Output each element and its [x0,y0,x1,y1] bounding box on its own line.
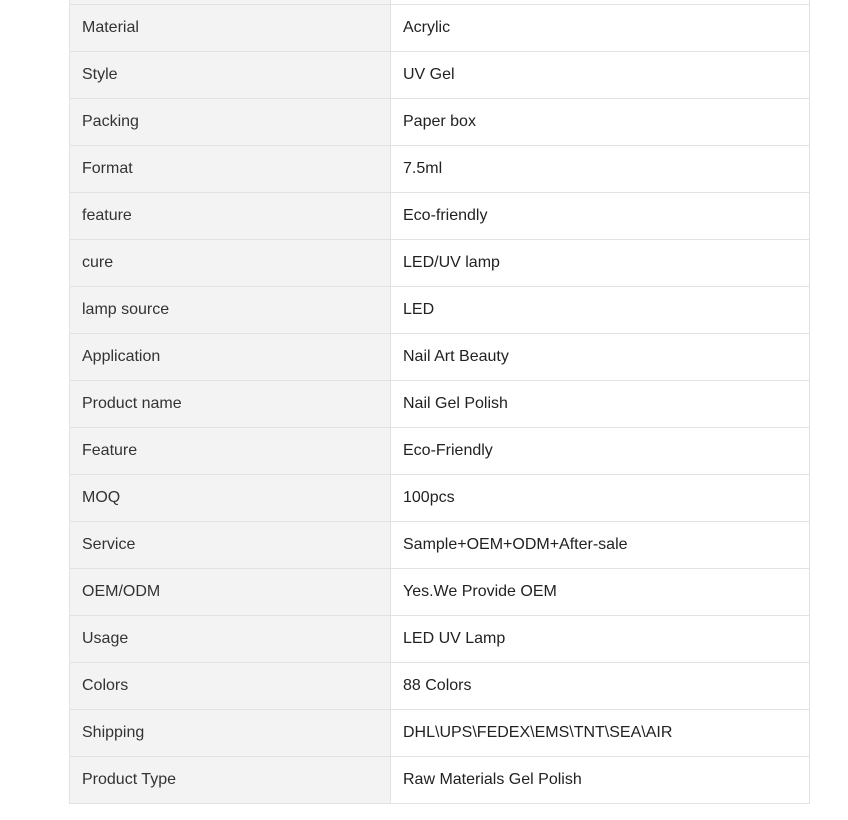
spec-value: Sample+OEM+ODM+After-sale [391,522,810,569]
spec-key: feature [70,193,391,240]
spec-key: Shipping [70,710,391,757]
table-row [70,5,810,52]
table-row [70,428,810,475]
table-row [70,710,810,757]
table-row [70,757,810,804]
table-row [70,146,810,193]
spec-value: 7.5ml [391,146,810,193]
table-row [70,287,810,334]
table-row [70,99,810,146]
spec-value: 100pcs [391,475,810,522]
spec-value: DHL\UPS\FEDEX\EMS\TNT\SEA\AIR [391,710,810,757]
spec-key: Application [70,334,391,381]
table-row [70,193,810,240]
spec-value: Nail Art Beauty [391,334,810,381]
spec-key: Product Type [70,757,391,804]
spec-key: Style [70,52,391,99]
spec-value: Eco-friendly [391,193,810,240]
spec-value: Eco-Friendly [391,428,810,475]
spec-key: Packing [70,99,391,146]
spec-key: Material [70,5,391,52]
spec-key: Format [70,146,391,193]
spec-key: cure [70,240,391,287]
spec-value: Acrylic [391,5,810,52]
spec-key: Product name [70,381,391,428]
table-row [70,569,810,616]
spec-key: lamp source [70,287,391,334]
table-row [70,663,810,710]
spec-value: Yes.We Provide OEM [391,569,810,616]
table-row [70,381,810,428]
spec-key: Colors [70,663,391,710]
table-row [70,522,810,569]
spec-key: Service [70,522,391,569]
table-row [70,240,810,287]
spec-value: LED UV Lamp [391,616,810,663]
spec-key: Feature [70,428,391,475]
spec-value: Paper box [391,99,810,146]
spec-value: UV Gel [391,52,810,99]
spec-value: Nail Gel Polish [391,381,810,428]
table-row [70,52,810,99]
spec-table-body [70,0,810,804]
spec-key: OEM/ODM [70,569,391,616]
spec-value: LED [391,287,810,334]
spec-value: 88 Colors [391,663,810,710]
spec-value: LED/UV lamp [391,240,810,287]
table-row [70,334,810,381]
product-spec-table [69,0,810,804]
table-row [70,475,810,522]
spec-key: Usage [70,616,391,663]
spec-value: Raw Materials Gel Polish [391,757,810,804]
table-row [70,616,810,663]
spec-key: MOQ [70,475,391,522]
